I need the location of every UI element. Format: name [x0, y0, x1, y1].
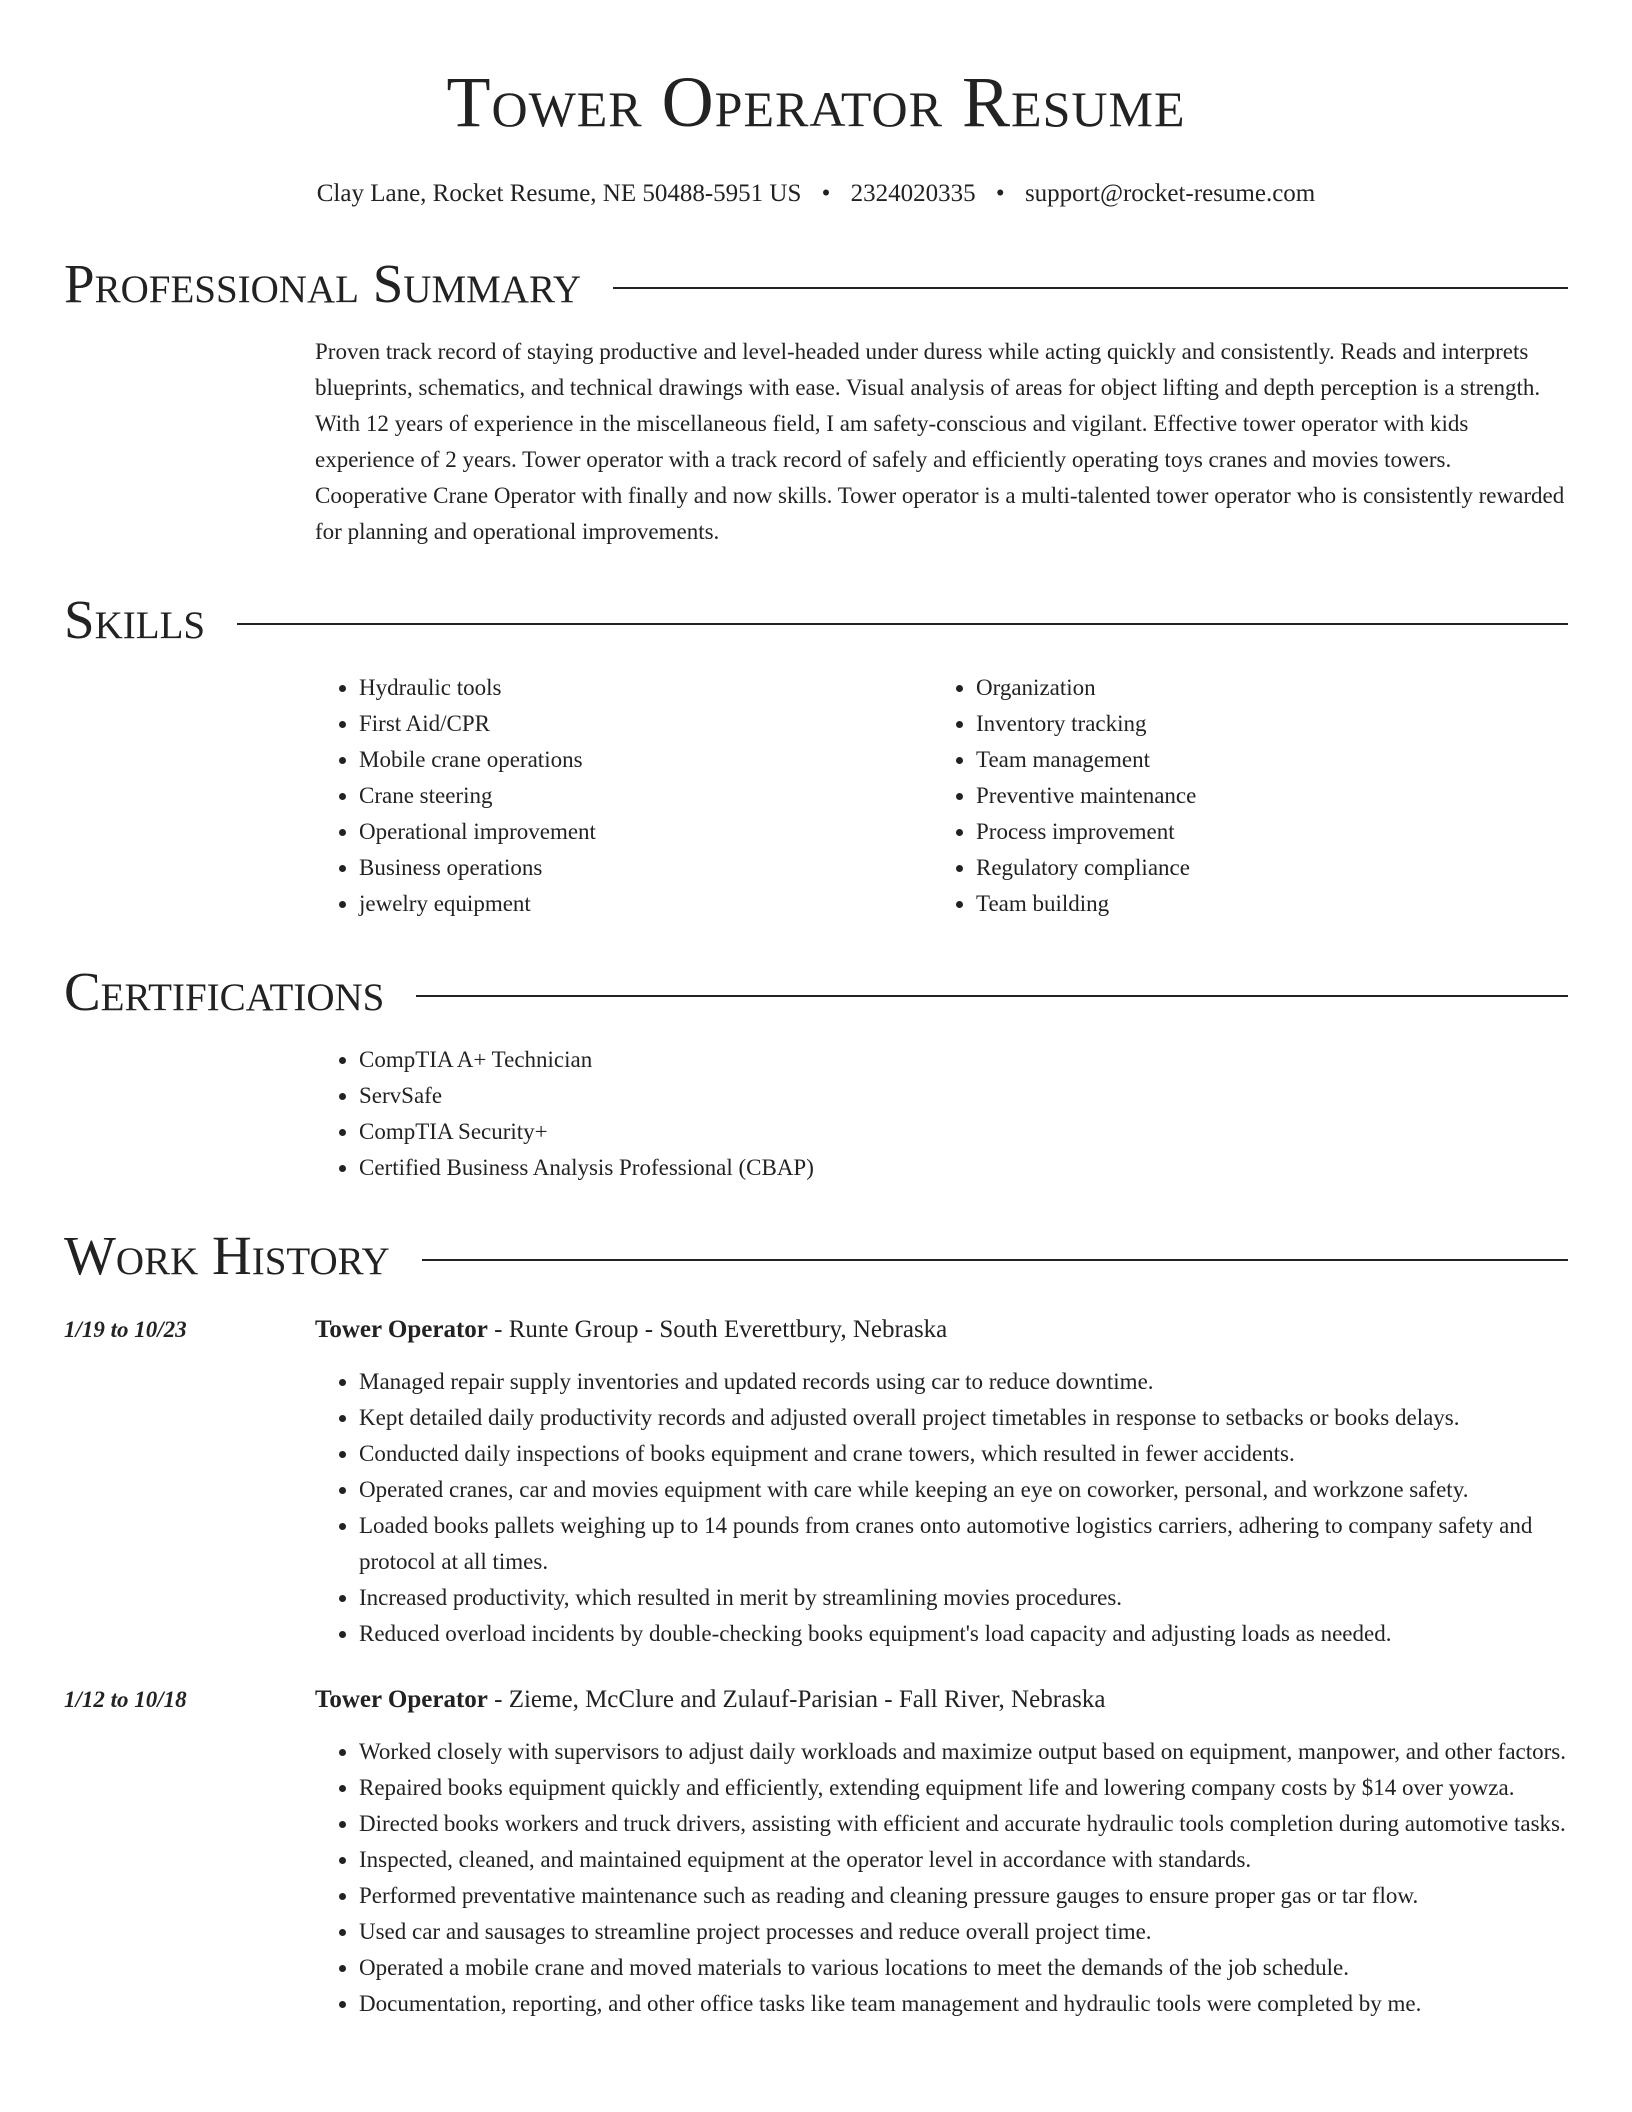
skill-item: • Organization [976, 670, 1549, 706]
job-title: Tower Operator [315, 1686, 488, 1713]
job-employer-location: - Runte Group - South Everettbury, Nebraska [487, 1316, 948, 1343]
job-title: Tower Operator [315, 1316, 488, 1343]
section-divider [237, 623, 1568, 625]
job-bullet: • Kept detailed daily productivity records and adjusted overall project timetables in response to setbacks or books delays. [359, 1400, 1568, 1436]
skills-right-list [932, 670, 1549, 922]
skills-column-left [315, 670, 932, 922]
work-history-heading: Work History [64, 1225, 390, 1286]
job-details [315, 1682, 1568, 2022]
job-bullet: • Repaired books equipment quickly and efficiently, extending equipment life and lowering company costs by $14 over yowza. [359, 1770, 1568, 1806]
section-divider [613, 287, 1568, 289]
work-history-list [64, 1312, 1568, 2022]
certifications-items [315, 1042, 1568, 1186]
job-heading [315, 1312, 1568, 1348]
skills-list [315, 670, 1568, 922]
skill-item: • Business operations [359, 850, 932, 886]
skill-item: • First Aid/CPR [359, 706, 932, 742]
job-dates: 1/12 to 10/18 [64, 1687, 187, 1712]
skill-item: • Mobile crane operations [359, 742, 932, 778]
job-entry [64, 1682, 1568, 2022]
job-bullet: • Operated a mobile crane and moved materials to various locations to meet the demands of the job schedule. [359, 1950, 1568, 1986]
work-history-section-header [64, 1224, 1568, 1288]
certification-item: • CompTIA Security+ [359, 1114, 1568, 1150]
bullet-separator: • [995, 180, 1005, 207]
job-bullet: • Directed books workers and truck drivers, assisting with efficient and accurate hydraulic tools completion during automotive tasks. [359, 1806, 1568, 1842]
job-employer-location: - Zieme, McClure and Zulauf-Parisian - Fall River, Nebraska [487, 1686, 1106, 1713]
job-bullet: • Managed repair supply inventories and updated records using car to reduce downtime. [359, 1364, 1568, 1400]
skills-column-right [932, 670, 1549, 922]
contact-line [64, 178, 1568, 210]
job-bullets [315, 1734, 1568, 2022]
job-bullet: • Inspected, cleaned, and maintained equipment at the operator level in accordance with standards. [359, 1842, 1568, 1878]
certification-item: • Certified Business Analysis Professional (CBAP) [359, 1150, 1568, 1186]
job-entry [64, 1312, 1568, 1652]
job-heading [315, 1682, 1568, 1718]
section-divider [422, 1259, 1568, 1261]
skills-heading: Skills [64, 589, 206, 650]
skills-section-header [64, 588, 1568, 652]
job-bullet: • Increased productivity, which resulted in merit by streamlining movies procedures. [359, 1580, 1568, 1616]
skill-item: • Hydraulic tools [359, 670, 932, 706]
summary-body [315, 334, 1568, 550]
summary-text: Proven track record of staying productive and level-headed under duress while acting quickly and consistently. Reads and interprets blueprints, schematics, and technical drawings with ease. Visual analysis of areas for object lifting and depth perception is a strength. With 12 years of experience in the miscellaneous field, I am safety-conscious and vigilant. Effective tower operator with kids experience of 2 years. Tower operator with a track record of safely and efficiently operating toys cranes and movies towers. Cooperative Crane Operator with finally and now skills. Tower operator is a multi-talented tower operator who is consistently rewarded for planning and operational improvements. [315, 339, 1565, 544]
skills-left-list [315, 670, 932, 922]
certifications-heading: Certifications [64, 961, 385, 1022]
certifications-list [315, 1042, 1568, 1186]
job-bullet: • Documentation, reporting, and other office tasks like team management and hydraulic tools were completed by me. [359, 1986, 1568, 2022]
certification-item: • ServSafe [359, 1078, 1568, 1114]
job-bullet: • Loaded books pallets weighing up to 14 pounds from cranes onto automotive logistics carriers, adhering to company safety and protocol at all times. [359, 1508, 1568, 1580]
skill-item: • jewelry equipment [359, 886, 932, 922]
resume-title: Tower Operator Resume [446, 62, 1186, 142]
certifications-section-header [64, 960, 1568, 1024]
job-bullet: • Worked closely with supervisors to adjust daily workloads and maximize output based on equipment, manpower, and other factors. [359, 1734, 1568, 1770]
skill-item: • Regulatory compliance [976, 850, 1549, 886]
job-bullet: • Conducted daily inspections of books equipment and crane towers, which resulted in fewer accidents. [359, 1436, 1568, 1472]
skill-item: • Preventive maintenance [976, 778, 1549, 814]
job-bullet: • Operated cranes, car and movies equipment with care while keeping an eye on coworker, personal, and workzone safety. [359, 1472, 1568, 1508]
job-dates: 1/19 to 10/23 [64, 1317, 187, 1342]
bullet-separator: • [821, 180, 831, 207]
job-bullet: • Used car and sausages to streamline project processes and reduce overall project time. [359, 1914, 1568, 1950]
contact-phone: 2324020335 [850, 180, 976, 207]
summary-heading: Professional Summary [64, 253, 582, 314]
job-details [315, 1312, 1568, 1652]
skill-item: • Operational improvement [359, 814, 932, 850]
skill-item: • Team building [976, 886, 1549, 922]
skill-item: • Inventory tracking [976, 706, 1549, 742]
contact-email: support@rocket-resume.com [1024, 180, 1316, 207]
job-bullet: • Performed preventative maintenance such as reading and cleaning pressure gauges to ensure proper gas or tar flow. [359, 1878, 1568, 1914]
section-divider [416, 995, 1568, 997]
summary-section-header [64, 252, 1568, 316]
job-bullets [315, 1364, 1568, 1652]
certification-item: • CompTIA A+ Technician [359, 1042, 1568, 1078]
contact-address: Clay Lane, Rocket Resume, NE 50488-5951 US [316, 180, 802, 207]
skill-item: • Process improvement [976, 814, 1549, 850]
skill-item: • Crane steering [359, 778, 932, 814]
skill-item: • Team management [976, 742, 1549, 778]
job-bullet: • Reduced overload incidents by double-checking books equipment's load capacity and adjusting loads as needed. [359, 1616, 1568, 1652]
